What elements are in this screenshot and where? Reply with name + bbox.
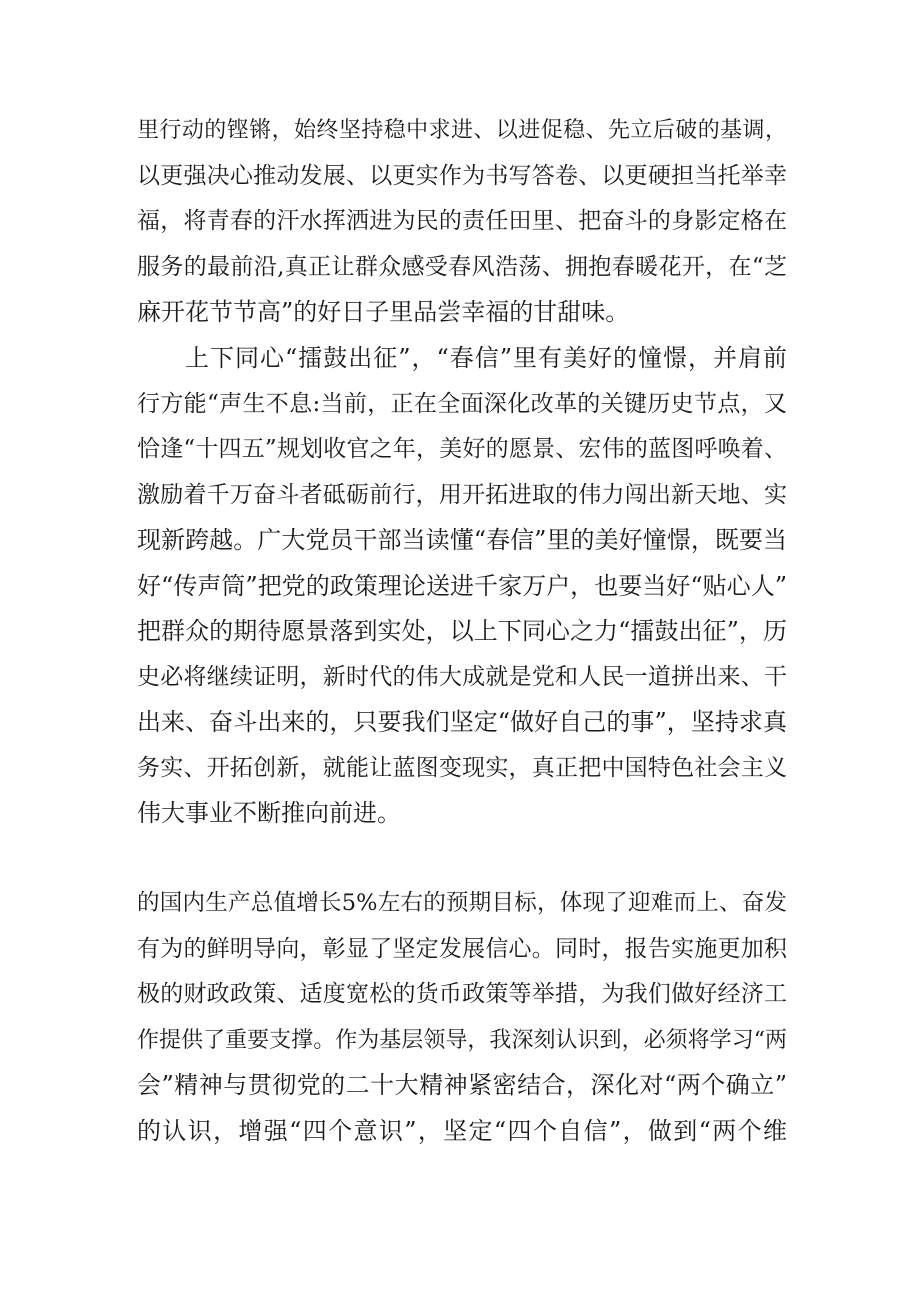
text-line: 以更强决心推动发展、以更实作为书写答卷、以更硬担当托举幸 bbox=[137, 162, 787, 189]
text-line: 麻开花节节高”的好日子里品尝幸福的甘甜味。 bbox=[137, 298, 630, 326]
text-line: 会”精神与贯彻党的二十大精神紧密结合，深化对“两个确立” bbox=[137, 1071, 787, 1099]
text-line: 把群众的期待愿景落到实处，以上下同心之力“擂鼓出征”，历 bbox=[137, 617, 787, 645]
text-line: 里行动的铿锵，始终坚持稳中求进、以进促稳、先立后破的基调， bbox=[137, 118, 787, 143]
paragraph-3 bbox=[137, 881, 787, 1154]
text-line: 有为的鲜明导向，彰显了坚定发展信心。同时，报告实施更加积 bbox=[137, 935, 787, 962]
text-line: 现新跨越。广大党员干部当读懂“春信”里的美好憧憬，既要当 bbox=[137, 526, 787, 554]
text-line: 出来、奋斗出来的，只要我们坚定“做好自己的事”，坚持求真 bbox=[137, 708, 787, 736]
text-line: 行方能“声生不息:当前，正在全面深化改革的关键历史节点，又 bbox=[137, 390, 787, 417]
text-line: 激励着千万奋斗者砥砺前行，用开拓进取的伟力闯出新天地、实 bbox=[137, 481, 787, 508]
text-line: 好“传声筒”把党的政策理论送进千家万户，也要当好“贴心人” bbox=[137, 571, 787, 600]
text-line: 极的财政政策、适度宽松的货币政策等举措，为我们做好经济工 bbox=[137, 981, 787, 1007]
text-line: 伟大事业不断推向前进。 bbox=[137, 799, 401, 827]
text-line: 福，将青春的汗水挥洒进为民的责任田里、把奋斗的身影定格在 bbox=[137, 208, 787, 234]
text-line: 史必将继续证明，新时代的伟大成就是党和人民一道拼出来、干 bbox=[137, 663, 787, 690]
paragraph-1 bbox=[137, 108, 787, 336]
text-line: 服务的最前沿,真正让群众感受春风浩荡、拥抱春暖花开，在“芝 bbox=[137, 253, 787, 280]
paragraph-2 bbox=[137, 336, 787, 837]
text-line: 的国内生产总值增长5%左右的预期目标，体现了迎难而上、奋发 bbox=[137, 890, 787, 916]
text-line: 恰逢“十四五”规划收官之年，美好的愿景、宏伟的蓝图呼唤着、 bbox=[137, 436, 787, 462]
text-line: 的认识，增强“四个意识”，坚定“四个自信”，做到“两个维 bbox=[137, 1116, 787, 1145]
text-line: 作提供了重要支撑。作为基层领导，我深刻认识到，必须将学习“两 bbox=[137, 1027, 787, 1053]
text-line: 务实、开拓创新，就能让蓝图变现实，真正把中国特色社会主义 bbox=[137, 754, 787, 781]
text-line: 上下同心“擂鼓出征”，“春信”里有美好的憧憬，并肩前 bbox=[185, 344, 787, 372]
